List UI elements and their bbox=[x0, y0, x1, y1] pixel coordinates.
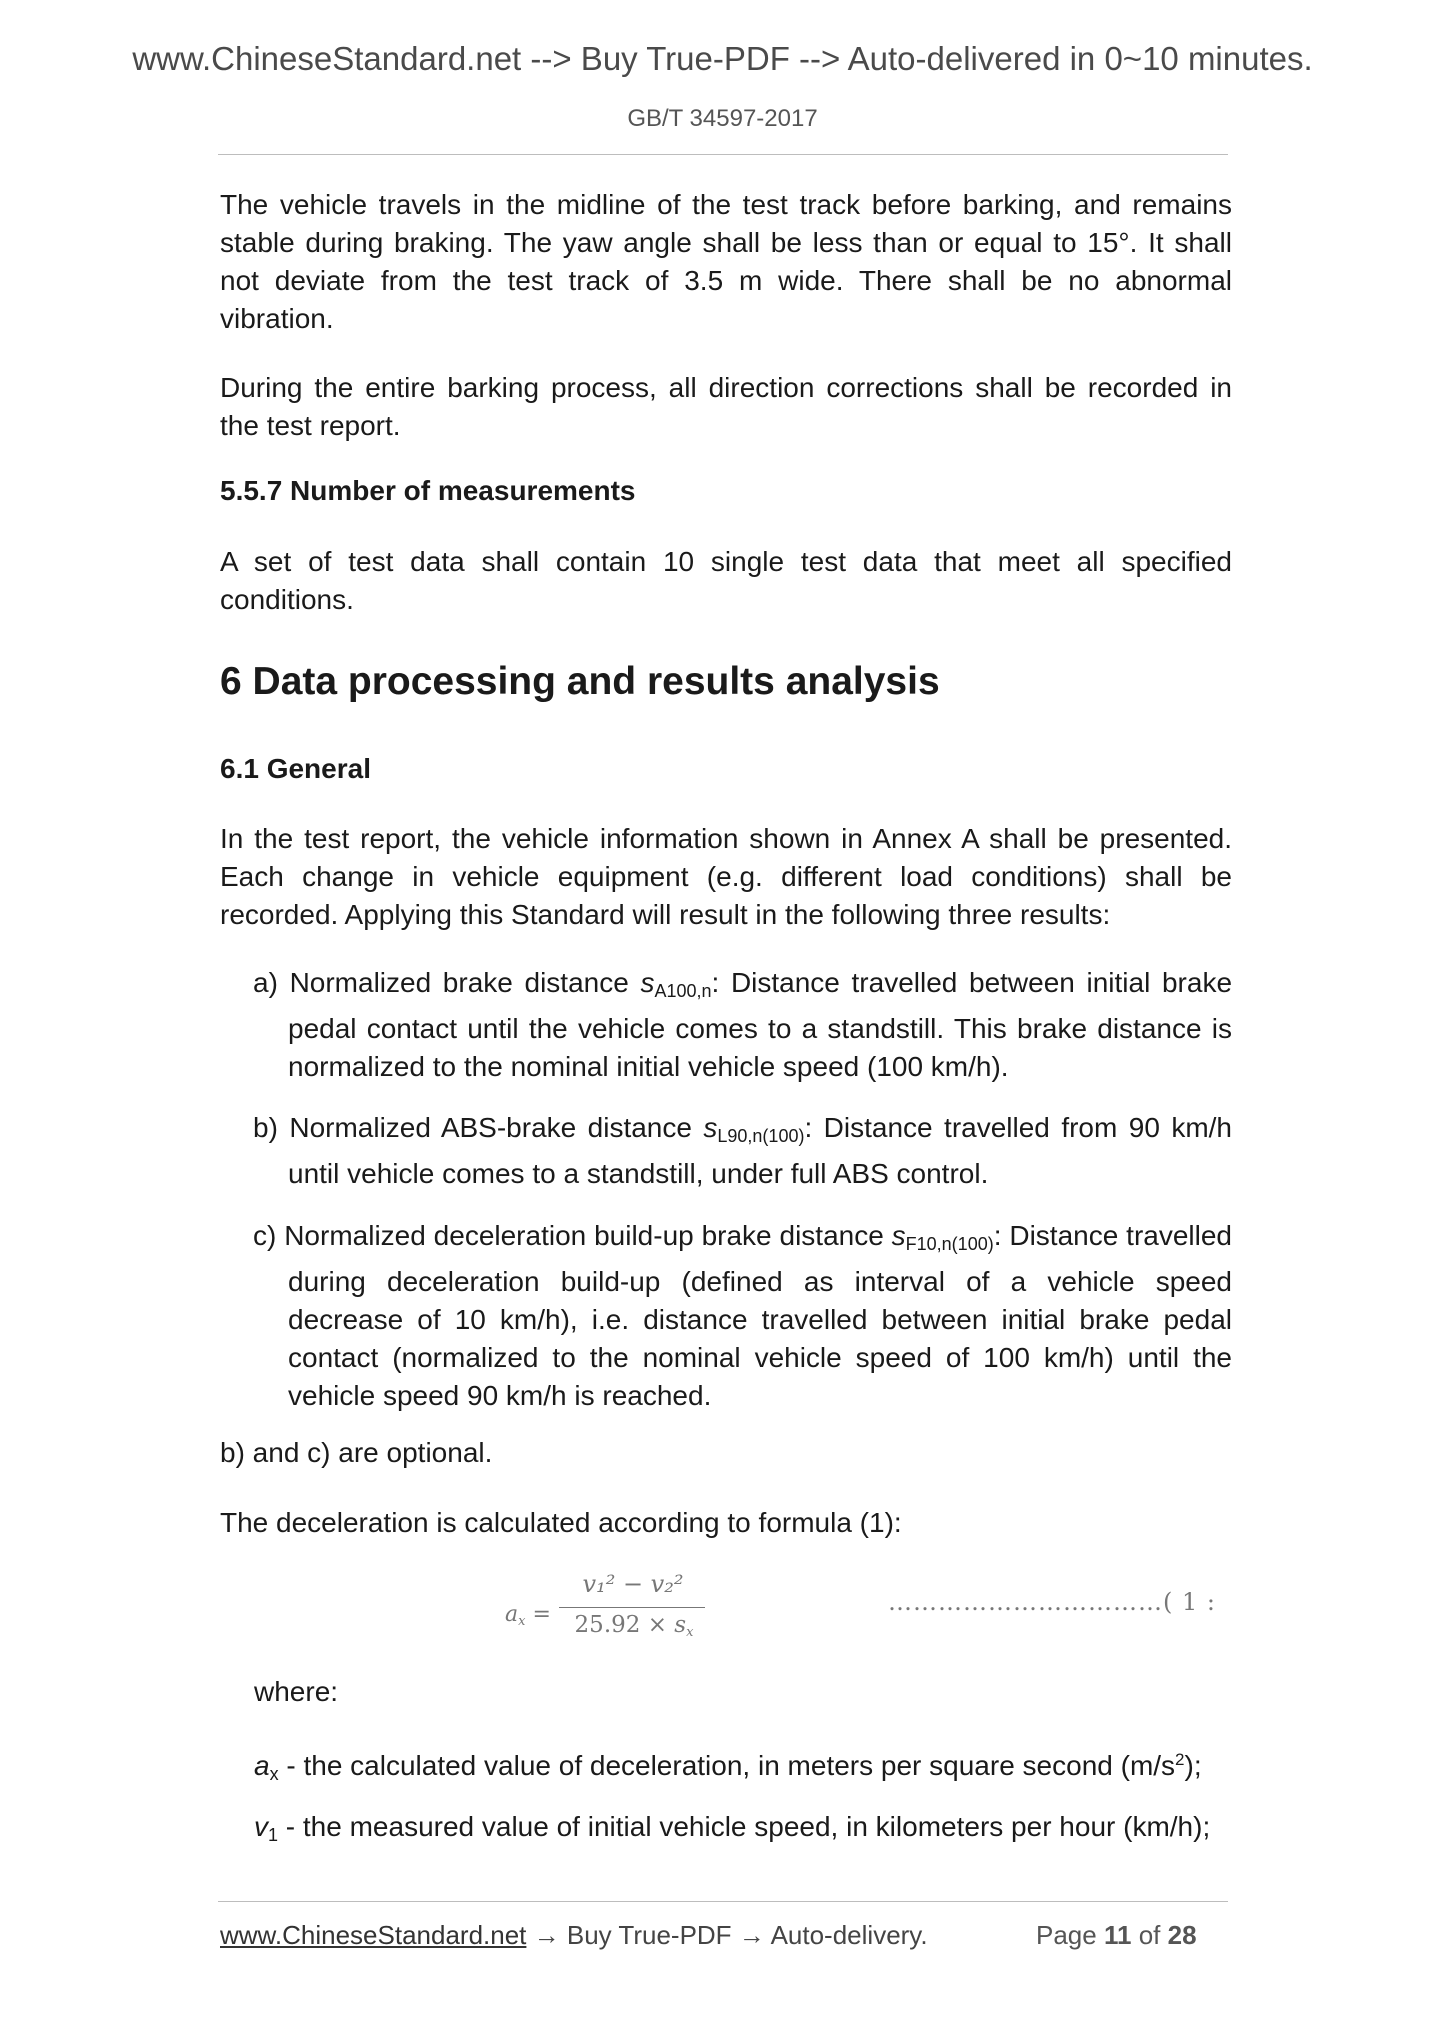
formula-number: ……………………………( 1 : bbox=[888, 1588, 1216, 1616]
item-text: : Distance travelled during deceleration build-up (defined as interval of a vehicle speed decrease of 10 km/h), i.e. distance travelled between initial brake pedal contact (normalized to the nominal vehicle speed of 100 km/h) until the vehicle speed 90 km/h is reached. bbox=[288, 1220, 1233, 1411]
formula-lhs-subscript: x bbox=[518, 1614, 526, 1629]
denominator-variable: s bbox=[674, 1612, 687, 1638]
symbol-subscript: x bbox=[269, 1764, 279, 1784]
definition-tail: ); bbox=[1184, 1750, 1202, 1781]
where-label: where: bbox=[254, 1676, 339, 1707]
symbol: v bbox=[254, 1811, 268, 1842]
top-banner: www.ChineseStandard.net --> Buy True-PDF --> Auto-delivered in 0~10 minutes. bbox=[132, 40, 1313, 77]
symbol: s bbox=[703, 1112, 718, 1143]
item-text: : Distance travelled from 90 km/h until vehicle comes to a standstill, under full ABS control. bbox=[288, 1112, 1233, 1189]
formula-lhs: ax = bbox=[505, 1602, 551, 1629]
definition-v1 bbox=[254, 1808, 1232, 1854]
document-id: GB/T 34597-2017 bbox=[627, 105, 818, 132]
list-item-b bbox=[253, 1109, 1232, 1193]
formula-denominator bbox=[559, 1612, 709, 1640]
paragraph-test-report: In the test report, the vehicle information shown in Annex A shall be presented. Each change in vehicle equipment (e.g. different load conditions) shall be recorded. Applying this Standard will result in the following three results: bbox=[220, 823, 1232, 930]
symbol: s bbox=[640, 967, 655, 998]
symbol: a bbox=[254, 1750, 270, 1781]
footer-tagline: → Buy True-PDF → Auto-delivery. bbox=[526, 1920, 928, 1950]
section-heading-5-5-7: 5.5.7 Number of measurements bbox=[220, 475, 636, 506]
of-label: of bbox=[1138, 1920, 1161, 1950]
paragraph-optional-note: b) and c) are optional. bbox=[220, 1437, 493, 1468]
list-item-c bbox=[253, 1217, 1232, 1415]
paragraph-formula-intro: The deceleration is calculated according to formula (1): bbox=[220, 1507, 902, 1538]
item-text: : Distance travelled between initial brake pedal contact until the vehicle comes to a standstill. This brake distance is normalized to the nominal initial vehicle speed (100 km/h). bbox=[288, 967, 1233, 1082]
list-marker: c) bbox=[253, 1220, 277, 1251]
list-item-a bbox=[253, 964, 1232, 1086]
symbol-subscript: L90,n(100) bbox=[717, 1126, 805, 1146]
paragraph-test-data-count: A set of test data shall contain 10 single test data that meet all specified conditions. bbox=[220, 546, 1232, 615]
page-number: 11 bbox=[1103, 1920, 1132, 1950]
fraction-bar bbox=[559, 1607, 705, 1608]
symbol: s bbox=[891, 1220, 906, 1251]
denominator-constant: 25.92 × bbox=[574, 1612, 667, 1638]
footer-left bbox=[220, 1920, 928, 1951]
symbol-subscript: A100,n bbox=[654, 981, 712, 1001]
section-heading-6: 6 Data processing and results analysis bbox=[220, 660, 940, 703]
paragraph-direction-corrections: During the entire barking process, all direction corrections shall be recorded in the test report. bbox=[220, 372, 1232, 441]
paragraph-yaw-stability: The vehicle travels in the midline of the test track before barking, and remains stable during braking. The yaw angle shall be less than or equal to 15°. It shall not deviate from the test track of 3.5 m wide. There shall be no abnormal vibration. bbox=[220, 189, 1232, 334]
list-marker: b) bbox=[253, 1112, 278, 1143]
list-marker: a) bbox=[253, 967, 278, 998]
definition-ax bbox=[254, 1741, 1232, 1793]
symbol-subscript: F10,n(100) bbox=[905, 1234, 994, 1254]
symbol-subscript: 1 bbox=[268, 1825, 279, 1845]
header-divider bbox=[218, 154, 1228, 155]
total-pages: 28 bbox=[1167, 1920, 1197, 1950]
definition-text: - the measured value of initial vehicle speed, in kilometers per hour (km/h); bbox=[278, 1811, 1211, 1842]
formula-numerator: v₁² − v₂² bbox=[582, 1570, 684, 1598]
footer-divider bbox=[218, 1901, 1228, 1902]
item-lead: Normalized ABS-brake distance bbox=[289, 1112, 692, 1143]
superscript: 2 bbox=[1175, 1750, 1185, 1769]
item-lead: Normalized brake distance bbox=[289, 967, 629, 998]
denominator-subscript: x bbox=[686, 1625, 694, 1640]
section-heading-6-1: 6.1 General bbox=[220, 753, 371, 784]
page-indicator bbox=[1036, 1920, 1197, 1951]
formula-lhs-symbol: a bbox=[505, 1602, 519, 1627]
item-lead: Normalized deceleration build-up brake distance bbox=[284, 1220, 884, 1251]
footer-link[interactable]: www.ChineseStandard.net bbox=[220, 1920, 527, 1950]
page-label: Page bbox=[1036, 1920, 1097, 1950]
definition-text: - the calculated value of deceleration, in meters per square second (m/s bbox=[278, 1750, 1176, 1781]
